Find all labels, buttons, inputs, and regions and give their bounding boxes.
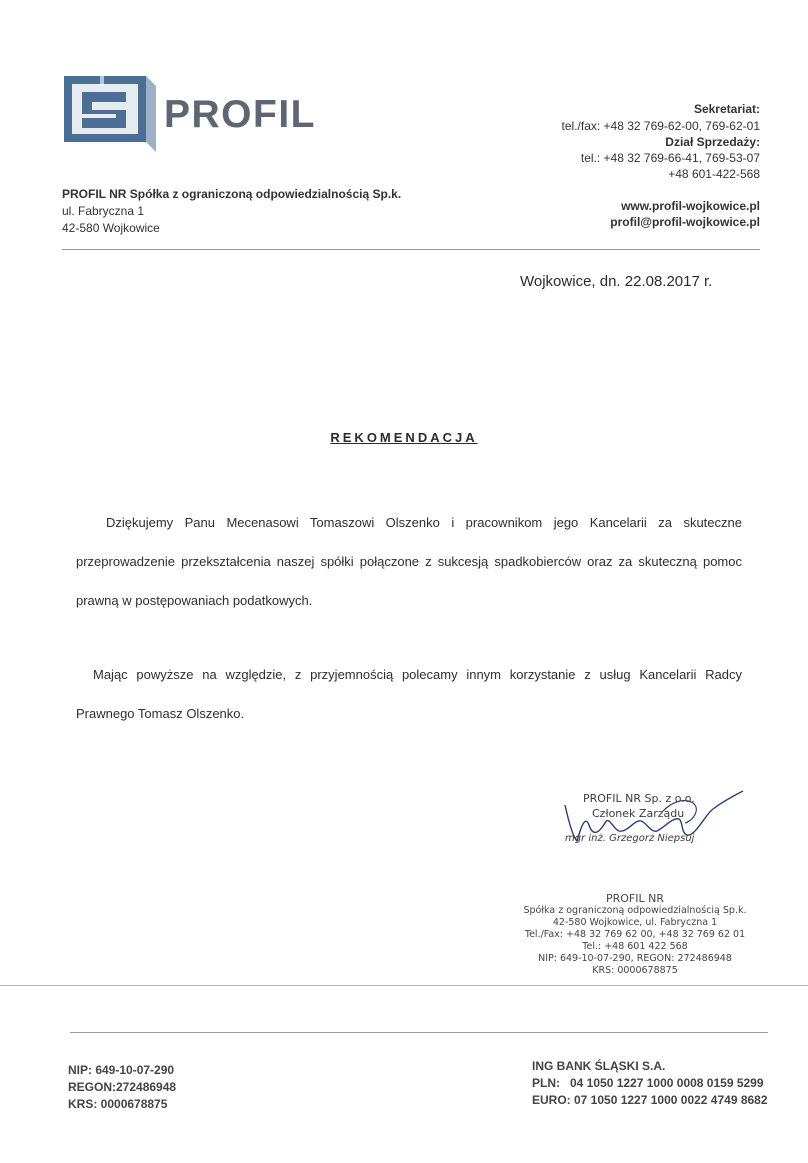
footer-nip: NIP: 649-10-07-290 xyxy=(68,1063,175,1077)
secretariat-label: Sekretariat: xyxy=(693,102,760,116)
bank-name: ING BANK ŚLĄSKI S.A. xyxy=(532,1059,666,1073)
footer-regon: REGON:272486948 xyxy=(68,1080,177,1094)
company-stamp-legal-form: Spółka z ograniczoną odpowiedzialnością Sp.k. xyxy=(523,905,747,916)
signature-stamp-company: PROFIL NR Sp. z o.o. xyxy=(583,792,695,805)
company-street: ul. Fabryczna 1 xyxy=(62,204,145,218)
company-stamp-tel: Tel./Fax: +48 32 769 62 00, +48 32 769 62 01 xyxy=(524,929,746,940)
company-stamp-address: 42-580 Wojkowice, ul. Fabryczna 1 xyxy=(552,917,718,928)
signature-stamp-person: mgr inż. Grzegorz Niepsuj xyxy=(565,833,695,844)
bank-account-euro: EURO: 07 1050 1227 1000 0022 4749 8682 xyxy=(532,1093,768,1107)
sales-phone: tel.: +48 32 769-66-41, 769-53-07 xyxy=(580,151,760,165)
document-title: REKOMENDACJA xyxy=(330,430,478,445)
footer-divider xyxy=(70,1032,768,1033)
company-stamp-tel-mobile: Tel.: +48 601 422 568 xyxy=(582,941,688,952)
company-stamp-nip-regon: NIP: 649-10-07-290, REGON: 272486948 xyxy=(538,953,732,964)
company-stamp-krs: KRS: 0000678875 xyxy=(592,965,678,976)
sales-mobile: +48 601-422-568 xyxy=(668,167,760,181)
sales-label: Dział Sprzedaży: xyxy=(665,135,760,149)
company-stamp-name: PROFIL NR xyxy=(605,892,664,905)
website-link[interactable]: www.profil-wojkowice.pl xyxy=(621,199,760,213)
paragraph-recommendation: Mając powyższe na względzie, z przyjemnością polecamy innym korzystanie z usług Kancelarii Radcy Prawnego Tomasz Olszenko. xyxy=(76,667,742,721)
signature-stamp-role: Członek Zarządu xyxy=(592,807,685,820)
profil-logo-icon xyxy=(60,72,160,154)
secretariat-phone: tel./fax: +48 32 769-62-00, 769-62-01 xyxy=(561,119,760,133)
email-link[interactable]: profil@profil-wojkowice.pl xyxy=(610,215,760,229)
footer-krs: KRS: 0000678875 xyxy=(68,1097,168,1111)
company-city: 42-580 Wojkowice xyxy=(62,221,160,235)
date-line: Wojkowice, dn. 22.08.2017 r. xyxy=(520,273,713,290)
scan-fold-line xyxy=(0,985,808,986)
bank-account-pln: PLN: 04 1050 1227 1000 0008 0159 5299 xyxy=(532,1076,764,1090)
header-divider xyxy=(62,249,760,250)
paragraph-thanks: Dziękujemy Panu Mecenasowi Tomaszowi Olszenko i pracownikom jego Kancelarii za skuteczne przeprowadzenie przekształcenia naszej spółki połączone z sukcesją spadkobierców oraz za skuteczną pomoc prawną w postępowaniach podatkowych. xyxy=(76,515,742,608)
company-name: PROFIL NR Spółka z ograniczoną odpowiedzialnością Sp.k. xyxy=(62,187,402,201)
logo-wordmark: PROFIL xyxy=(164,93,316,136)
